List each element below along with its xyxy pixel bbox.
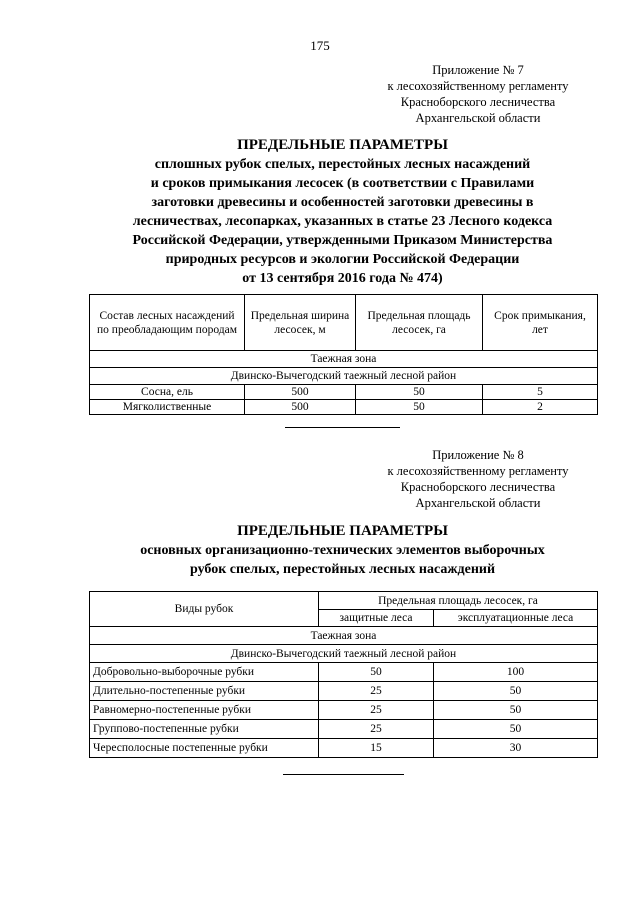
appendix-7-line: к лесохозяйственному регламенту (387, 79, 569, 93)
appendix-8-line: к лесохозяйственному регламенту (387, 464, 569, 478)
cell-exploitation: 100 (434, 663, 598, 682)
cell-protective: 50 (319, 663, 434, 682)
table-row (90, 701, 598, 720)
table-row (90, 663, 598, 682)
section-1-subtitle-line: от 13 сентября 2016 года № 474) (242, 271, 443, 286)
header-adjacency-period: Срок примыкания, лет (483, 295, 598, 351)
table-row (90, 400, 598, 415)
cell-logging-type: Добровольно-выборочные рубки (90, 663, 319, 682)
cell-period: 2 (483, 400, 598, 415)
section-2-subtitle-line: основных организационно-технических элементов выборочных (140, 543, 545, 558)
header-forest-composition: Состав лесных насаждений по преобладающим породам (90, 295, 245, 351)
appendix-8-line: Архангельской области (415, 496, 541, 510)
region-row (90, 368, 598, 385)
header-max-area: Предельная площадь лесосек, га (319, 592, 598, 610)
cell-period: 5 (483, 385, 598, 400)
clearcut-parameters-table (89, 294, 598, 415)
cell-protective: 25 (319, 701, 434, 720)
appendix-8-line: Приложение № 8 (432, 448, 524, 462)
cell-logging-type: Группово-постепенные рубки (90, 720, 319, 739)
zone-cell: Таежная зона (90, 627, 598, 645)
table-header-row (90, 592, 598, 610)
header-max-width: Предельная ширина лесосек, м (245, 295, 356, 351)
header-exploitation-forests: эксплуатационные леса (434, 610, 598, 627)
section-2-heading (60, 522, 625, 579)
cell-logging-type: Длительно-постепенные рубки (90, 682, 319, 701)
section-1-heading (60, 136, 625, 288)
cell-exploitation: 50 (434, 720, 598, 739)
page-number: 175 (310, 38, 330, 53)
table-row (90, 739, 598, 758)
section-1-subtitle-line: заготовки древесины и особенностей заготовки древесины в (151, 195, 534, 210)
section-divider (285, 427, 400, 428)
cell-logging-type: Равномерно-постепенные рубки (90, 701, 319, 720)
cell-protective: 25 (319, 720, 434, 739)
cell-exploitation: 30 (434, 739, 598, 758)
cell-width: 500 (245, 385, 356, 400)
section-2-subtitle-line: рубок спелых, перестойных лесных насаждений (189, 562, 496, 577)
region-cell: Двинско-Вычегодский таежный лесной район (90, 645, 598, 663)
cell-composition: Мягколиственные (90, 400, 245, 415)
cell-exploitation: 50 (434, 682, 598, 701)
section-divider (283, 774, 404, 775)
zone-cell: Таежная зона (90, 351, 598, 368)
appendix-8-note (360, 447, 596, 511)
region-cell: Двинско-Вычегодский таежный лесной район (90, 368, 598, 385)
cell-protective: 15 (319, 739, 434, 758)
zone-row (90, 627, 598, 645)
selective-logging-table (89, 591, 598, 758)
header-logging-type: Виды рубок (90, 592, 319, 627)
section-1-subtitle-line: Российской Федерации, утвержденными Приказом Министерства (132, 233, 553, 248)
cell-protective: 25 (319, 682, 434, 701)
section-1-subtitle-line: сплошных рубок спелых, перестойных лесных насаждений (154, 157, 531, 172)
cell-width: 500 (245, 400, 356, 415)
section-1-subtitle-line: и сроков примыкания лесосек (в соответствии с Правилами (150, 176, 535, 191)
section-1-title: ПРЕДЕЛЬНЫЕ ПАРАМЕТРЫ (237, 137, 448, 153)
appendix-7-line: Архангельской области (415, 111, 541, 125)
cell-area: 50 (356, 385, 483, 400)
cell-area: 50 (356, 400, 483, 415)
section-2-title: ПРЕДЕЛЬНЫЕ ПАРАМЕТРЫ (237, 523, 448, 539)
header-protective-forests: защитные леса (319, 610, 434, 627)
table-row (90, 720, 598, 739)
appendix-7-line: Красноборского лесничества (400, 95, 556, 109)
section-1-subtitle-line: природных ресурсов и экологии Российской Федерации (165, 252, 520, 267)
region-row (90, 645, 598, 663)
table-header-row (90, 295, 598, 351)
header-max-area: Предельная площадь лесосек, га (356, 295, 483, 351)
zone-row (90, 351, 598, 368)
cell-logging-type: Чересполосные постепенные рубки (90, 739, 319, 758)
appendix-7-line: Приложение № 7 (432, 63, 524, 77)
section-1-subtitle-line: лесничествах, лесопарках, указанных в статье 23 Лесного кодекса (132, 214, 553, 229)
cell-exploitation: 50 (434, 701, 598, 720)
table-row (90, 682, 598, 701)
table-row (90, 385, 598, 400)
appendix-7-note (360, 62, 596, 126)
appendix-8-line: Красноборского лесничества (400, 480, 556, 494)
cell-composition: Сосна, ель (90, 385, 245, 400)
